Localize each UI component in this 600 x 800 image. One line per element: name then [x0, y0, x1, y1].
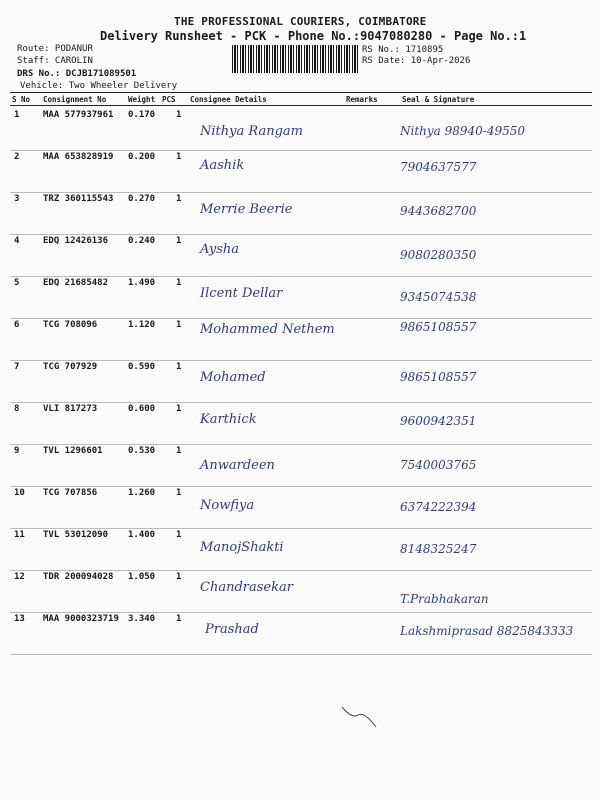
row-pcs: 1: [176, 488, 182, 498]
row-sno: 10: [14, 488, 25, 498]
row-seal-signature: 9865108557: [400, 320, 477, 334]
row-sno: 9: [14, 446, 20, 456]
row-seal-signature: 9600942351: [400, 414, 477, 428]
row-pcs: 1: [176, 572, 182, 582]
row-separator: [10, 612, 592, 613]
row-consignment: MAA 653828919: [43, 152, 114, 162]
row-consignment: EDQ 12426136: [43, 236, 109, 246]
row-seal-signature: Lakshmiprasad 8825843333: [400, 624, 574, 638]
table-row: [0, 194, 600, 236]
row-seal-signature: 9345074538: [400, 290, 477, 304]
company-name: THE PROFESSIONAL COURIERS, COIMBATORE: [174, 15, 427, 28]
table-row: [0, 530, 600, 572]
header-top-rule: [10, 92, 592, 93]
row-separator: [10, 486, 592, 487]
row-sno: 13: [14, 614, 25, 624]
rs-date: RS Date: 10-Apr-2026: [362, 56, 471, 66]
row-consignee-handwriting: Aashik: [200, 158, 245, 173]
row-consignment: TVL 1296601: [43, 446, 103, 456]
col-remarks: Remarks: [346, 95, 378, 104]
row-seal-signature: T.Prabhakaran: [400, 592, 489, 606]
row-separator: [10, 570, 592, 571]
vehicle: Vehicle: Two Wheeler Delivery: [20, 81, 178, 91]
row-sno: 7: [14, 362, 20, 372]
row-weight: 0.590: [128, 362, 156, 372]
table-row: [0, 488, 600, 530]
row-consignment: MAA 577937961: [43, 110, 114, 120]
row-consignee-handwriting: Mohamed: [200, 370, 266, 385]
row-consignment: TRZ 360115543: [43, 194, 114, 204]
table-row: [0, 404, 600, 446]
header-bottom-rule: [10, 105, 592, 106]
row-separator: [10, 150, 592, 151]
col-weight: Weight: [128, 95, 156, 104]
row-weight: 0.530: [128, 446, 156, 456]
staff: Staff: CAROLIN: [17, 56, 93, 66]
row-consignee-handwriting: ManojShakti: [200, 540, 284, 555]
table-row: [0, 614, 600, 656]
row-consignment: MAA 9000323719: [43, 614, 119, 624]
row-pcs: 1: [176, 404, 182, 414]
row-consignee-handwriting: Mohammed Nethem: [200, 322, 335, 337]
col-consignment: Consignment No: [43, 95, 107, 104]
row-separator: [10, 234, 592, 235]
row-weight: 0.170: [128, 110, 156, 120]
row-sno: 6: [14, 320, 20, 330]
row-sno: 2: [14, 152, 20, 162]
runsheet-title: Delivery Runsheet - PCK - Phone No.:9047080280 - Page No.:1: [100, 29, 527, 43]
row-weight: 0.240: [128, 236, 156, 246]
table-row: [0, 278, 600, 320]
row-sno: 5: [14, 278, 20, 288]
row-seal-signature: 9080280350: [400, 248, 477, 262]
row-pcs: 1: [176, 530, 182, 540]
row-weight: 1.400: [128, 530, 156, 540]
row-consignment: TCG 707856: [43, 488, 98, 498]
row-weight: 1.260: [128, 488, 156, 498]
table-row: [0, 446, 600, 488]
col-consignee: Consignee Details: [190, 95, 267, 104]
row-consignment: VLI 817273: [43, 404, 98, 414]
table-row: [0, 110, 600, 152]
row-separator: [10, 444, 592, 445]
table-row: [0, 572, 600, 614]
row-sno: 3: [14, 194, 20, 204]
table-row: [0, 236, 600, 278]
row-seal-signature: 9443682700: [400, 204, 477, 218]
row-seal-signature: 9865108557: [400, 370, 477, 384]
row-weight: 1.050: [128, 572, 156, 582]
row-weight: 0.200: [128, 152, 156, 162]
row-pcs: 1: [176, 614, 182, 624]
row-separator: [10, 192, 592, 193]
row-sno: 8: [14, 404, 20, 414]
row-consignment: TVL 53012090: [43, 530, 109, 540]
row-consignee-handwriting: Aysha: [200, 242, 239, 257]
row-separator: [10, 360, 592, 361]
row-consignee-handwriting: Merrie Beerie: [200, 202, 293, 217]
row-consignee-handwriting: Prashad: [205, 622, 259, 637]
route: Route: PODANUR: [17, 44, 93, 54]
row-pcs: 1: [176, 320, 182, 330]
row-separator: [10, 654, 592, 655]
row-consignee-handwriting: Karthick: [200, 412, 257, 427]
row-consignee-handwriting: Chandrasekar: [200, 580, 293, 595]
row-pcs: 1: [176, 194, 182, 204]
row-consignee-handwriting: Nithya Rangam: [200, 124, 303, 139]
row-separator: [10, 402, 592, 403]
barcode: [232, 45, 360, 73]
row-consignee-handwriting: Ilcent Dellar: [200, 286, 283, 301]
row-weight: 0.270: [128, 194, 156, 204]
drs-number: DRS No.: DCJB171089501: [17, 69, 137, 79]
row-seal-signature: 8148325247: [400, 542, 477, 556]
row-weight: 1.120: [128, 320, 156, 330]
row-separator: [10, 528, 592, 529]
col-sno: S No: [12, 95, 31, 104]
col-seal: Seal & Signature: [402, 95, 475, 104]
row-pcs: 1: [176, 110, 182, 120]
row-pcs: 1: [176, 236, 182, 246]
row-seal-signature: 7540003765: [400, 458, 477, 472]
row-consignee-handwriting: Anwardeen: [200, 458, 275, 473]
row-seal-signature: 6374222394: [400, 500, 477, 514]
col-pcs: PCS: [162, 95, 176, 104]
row-sno: 12: [14, 572, 25, 582]
table-row: [0, 152, 600, 194]
row-sno: 11: [14, 530, 25, 540]
row-sno: 1: [14, 110, 20, 120]
row-consignment: TCG 707929: [43, 362, 98, 372]
row-consignee-handwriting: Nowfiya: [200, 498, 255, 513]
row-separator: [10, 276, 592, 277]
row-weight: 0.600: [128, 404, 156, 414]
row-seal-signature: Nithya 98940-49550: [400, 124, 526, 138]
row-separator: [10, 318, 592, 319]
row-sno: 4: [14, 236, 20, 246]
row-pcs: 1: [176, 278, 182, 288]
row-consignment: EDQ 21685482: [43, 278, 109, 288]
rs-number: RS No.: 1710895: [362, 45, 444, 55]
row-consignment: TDR 200094028: [43, 572, 114, 582]
row-pcs: 1: [176, 362, 182, 372]
table-row: [0, 320, 600, 362]
row-weight: 1.490: [128, 278, 156, 288]
table-row: [0, 362, 600, 404]
row-seal-signature: 7904637577: [400, 160, 477, 174]
row-pcs: 1: [176, 152, 182, 162]
row-pcs: 1: [176, 446, 182, 456]
row-consignment: TCG 708096: [43, 320, 98, 330]
pen-scribble: [340, 705, 380, 735]
row-weight: 3.340: [128, 614, 156, 624]
